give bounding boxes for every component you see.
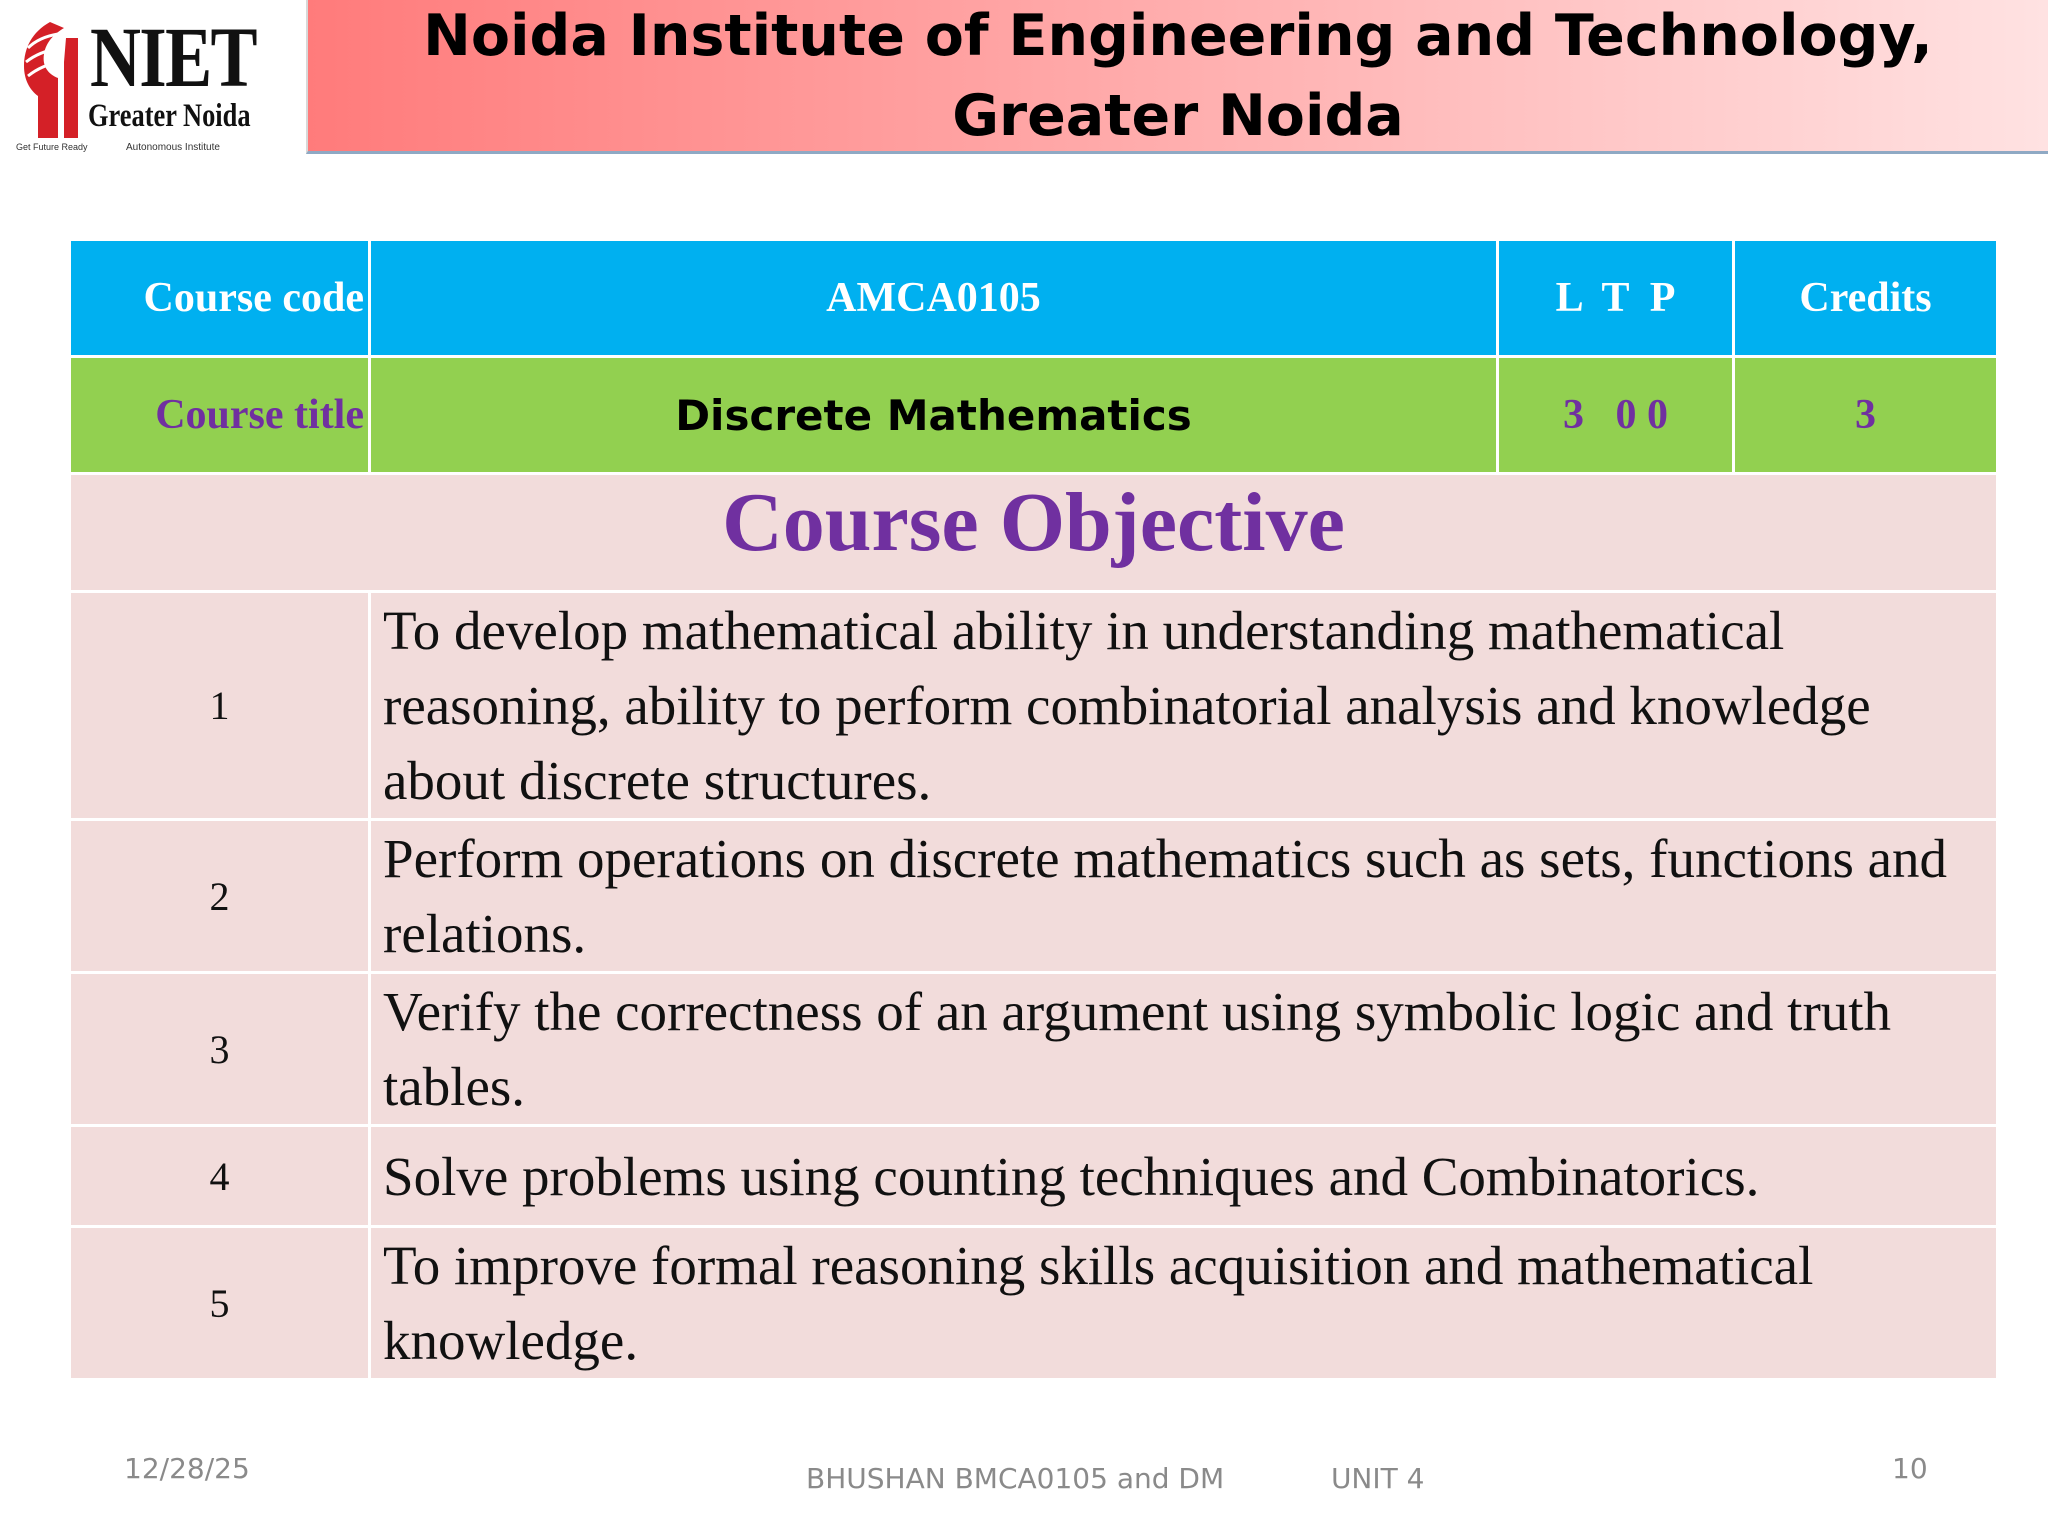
ltp-label: L T P [1498, 240, 1734, 357]
course-title-label: Course title [70, 357, 370, 474]
objective-number: 3 [70, 973, 370, 1126]
credits-label: Credits [1734, 240, 1998, 357]
course-code-value: AMCA0105 [370, 240, 1498, 357]
logo-tagline: Get Future Ready [16, 142, 88, 152]
objective-number: 4 [70, 1126, 370, 1227]
objective-row [70, 1126, 1998, 1227]
course-title-value: Discrete Mathematics [370, 357, 1498, 474]
objective-heading: Course Objective [70, 474, 1998, 592]
objective-text: Solve problems using counting techniques and Combinatorics. [370, 1126, 1998, 1227]
objective-text: To improve formal reasoning skills acquisition and mathematical knowledge. [370, 1227, 1998, 1380]
logo-wordmark: NIET [90, 9, 256, 105]
footer-unit: UNIT 4 [1330, 1462, 1425, 1495]
objective-number: 2 [70, 820, 370, 973]
page-title: Noida Institute of Engineering and Technology, Greater Noida [423, 2, 1933, 149]
objective-number: 1 [70, 592, 370, 820]
course-title-row [70, 357, 1998, 474]
niet-emblem-icon [14, 18, 86, 150]
objective-number: 5 [70, 1227, 370, 1380]
course-code-label: Course code [70, 240, 370, 357]
objective-text: To develop mathematical ability in understanding mathematical reasoning, ability to perform combinatorial analysis and knowledge about discrete structures. [370, 592, 1998, 820]
logo-location: Greater Noida [88, 98, 251, 134]
slide-number: 10 [1892, 1452, 1928, 1485]
objective-heading-row [70, 474, 1998, 592]
course-table [68, 238, 1999, 1381]
objective-text: Perform operations on discrete mathematics such as sets, functions and relations. [370, 820, 1998, 973]
footer-info [806, 1462, 1424, 1495]
footer-course: BHUSHAN BMCA0105 and DM [806, 1462, 1225, 1495]
logo-status: Autonomous Institute [126, 142, 220, 153]
institute-logo [10, 9, 272, 154]
objective-row [70, 592, 1998, 820]
footer-date: 12/28/25 [124, 1452, 250, 1485]
course-code-row [70, 240, 1998, 357]
objective-row [70, 1227, 1998, 1380]
objective-row [70, 820, 1998, 973]
credits-value: 3 [1734, 357, 1998, 474]
objective-row [70, 973, 1998, 1126]
ltp-value: 3 0 0 [1498, 357, 1734, 474]
title-banner [306, 0, 2048, 154]
objective-text: Verify the correctness of an argument using symbolic logic and truth tables. [370, 973, 1998, 1126]
